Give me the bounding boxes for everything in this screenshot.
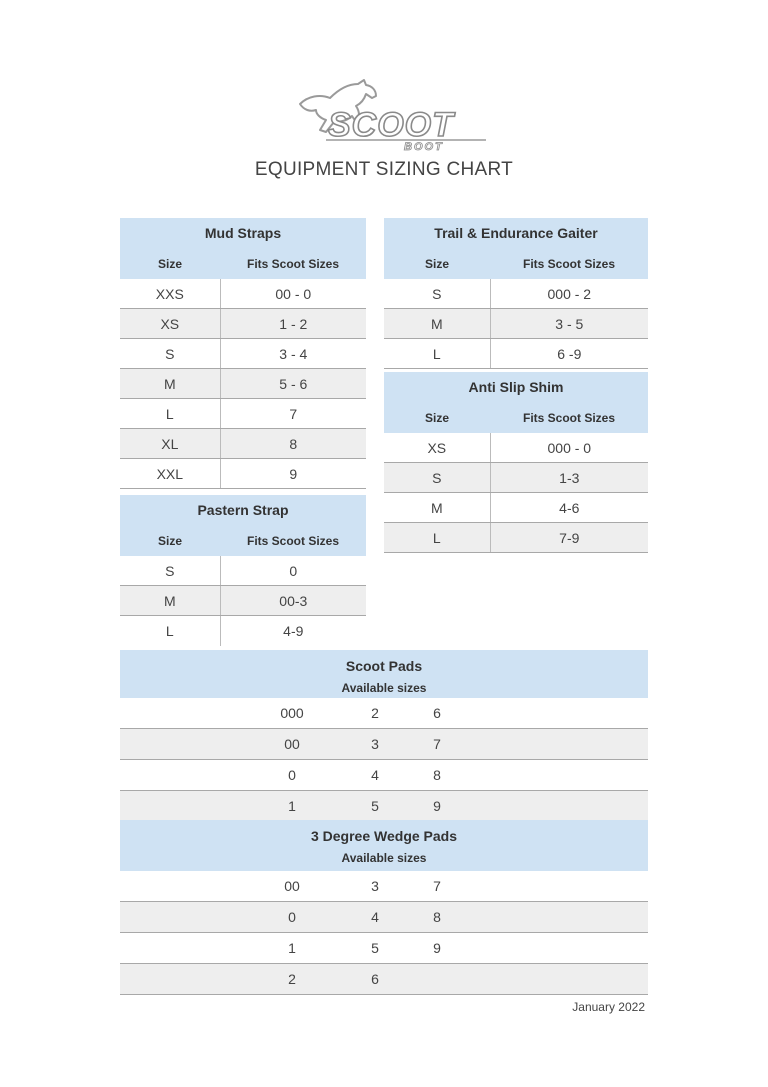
table-row bbox=[384, 309, 648, 339]
pad-size-cell: 2 bbox=[371, 705, 379, 721]
size-cell: XXL bbox=[120, 459, 221, 488]
fits-column-header: Fits Scoot Sizes bbox=[246, 257, 340, 271]
pad-size-cell: 00 bbox=[284, 878, 300, 894]
table-row bbox=[120, 616, 366, 646]
table-row bbox=[384, 279, 648, 309]
size-cell: S bbox=[120, 556, 221, 585]
wedge-pads-table bbox=[120, 820, 648, 995]
pad-size-cell: 9 bbox=[433, 798, 441, 814]
pad-size-cell: 0 bbox=[288, 909, 296, 925]
table-row bbox=[120, 791, 648, 822]
table-row bbox=[384, 493, 648, 523]
fits-cell: 1-3 bbox=[559, 470, 580, 486]
pad-size-cell: 3 bbox=[371, 878, 379, 894]
scoot-pads-table bbox=[120, 650, 648, 822]
pad-size-cell: 9 bbox=[433, 940, 441, 956]
pad-size-cell: 000 bbox=[280, 705, 304, 721]
size-cell: L bbox=[120, 616, 221, 646]
size-column-header: Size bbox=[424, 257, 449, 271]
size-cell: M bbox=[384, 309, 491, 338]
pastern-strap-title: Pastern Strap bbox=[197, 502, 289, 518]
mud-straps-title: Mud Straps bbox=[204, 225, 282, 241]
fits-cell: 000 - 2 bbox=[547, 286, 592, 302]
table-row bbox=[120, 698, 648, 729]
page-title: EQUIPMENT SIZING CHART bbox=[254, 159, 514, 180]
fits-cell: 3 - 4 bbox=[279, 346, 308, 362]
size-cell: M bbox=[120, 369, 221, 398]
fits-cell: 8 bbox=[289, 436, 298, 452]
table-row bbox=[120, 964, 648, 995]
table-row bbox=[384, 523, 648, 553]
table-row bbox=[120, 369, 366, 399]
table-row bbox=[120, 871, 648, 902]
fits-cell: 9 bbox=[289, 466, 298, 482]
pad-size-cell: 4 bbox=[371, 909, 379, 925]
size-column-header: Size bbox=[424, 411, 449, 425]
wedge-pads-header bbox=[120, 820, 648, 871]
table-row bbox=[120, 556, 366, 586]
size-cell: M bbox=[120, 586, 221, 615]
fits-cell: 5 - 6 bbox=[279, 376, 308, 392]
wedge-pads-subtitle: Available sizes bbox=[341, 851, 427, 865]
pad-size-cell: 8 bbox=[433, 767, 441, 783]
scoot-pads-subtitle: Available sizes bbox=[341, 681, 427, 695]
mud-straps-table bbox=[120, 218, 366, 489]
pad-size-cell: 6 bbox=[371, 971, 379, 987]
scoot-boot-logo bbox=[286, 76, 496, 158]
size-cell: S bbox=[384, 463, 491, 492]
table-row bbox=[120, 429, 366, 459]
size-cell: L bbox=[120, 399, 221, 428]
fits-cell: 00 - 0 bbox=[275, 286, 312, 302]
trail-gaiter-table bbox=[384, 218, 648, 369]
table-row bbox=[120, 279, 366, 309]
table-row bbox=[120, 399, 366, 429]
table-row bbox=[120, 459, 366, 489]
fits-column-header: Fits Scoot Sizes bbox=[522, 257, 616, 271]
table-row bbox=[120, 586, 366, 616]
fits-cell: 7 bbox=[289, 406, 298, 422]
pastern-strap-header bbox=[120, 495, 366, 556]
pad-size-cell: 5 bbox=[371, 798, 379, 814]
pad-size-cell: 7 bbox=[433, 878, 441, 894]
fits-column-header: Fits Scoot Sizes bbox=[522, 411, 616, 425]
pad-size-cell: 4 bbox=[371, 767, 379, 783]
pad-size-cell: 8 bbox=[433, 909, 441, 925]
size-cell: S bbox=[120, 339, 221, 368]
anti-slip-shim-header bbox=[384, 372, 648, 433]
pad-size-cell: 6 bbox=[433, 705, 441, 721]
fits-cell: 00-3 bbox=[279, 593, 308, 609]
pad-size-cell: 0 bbox=[288, 767, 296, 783]
size-cell: L bbox=[384, 339, 491, 368]
svg-text:SCOOT: SCOOT bbox=[328, 106, 454, 144]
wedge-pads-title: 3 Degree Wedge Pads bbox=[310, 828, 458, 844]
pad-size-cell: 3 bbox=[371, 736, 379, 752]
trail-gaiter-header bbox=[384, 218, 648, 279]
scoot-pads-title: Scoot Pads bbox=[345, 658, 423, 674]
size-cell: XXS bbox=[120, 279, 221, 308]
pad-size-cell: 1 bbox=[288, 798, 296, 814]
table-row bbox=[384, 463, 648, 493]
size-column-header: Size bbox=[157, 257, 182, 271]
size-cell: XL bbox=[120, 429, 221, 458]
size-column-header: Size bbox=[157, 534, 182, 548]
scoot-pads-header bbox=[120, 650, 648, 698]
svg-text:BOOT: BOOT bbox=[404, 141, 444, 153]
fits-cell: 6 -9 bbox=[557, 346, 582, 362]
fits-cell: 1 - 2 bbox=[279, 316, 308, 332]
mud-straps-header bbox=[120, 218, 366, 279]
fits-cell: 3 - 5 bbox=[555, 316, 584, 332]
size-cell: XS bbox=[384, 433, 491, 462]
table-row bbox=[120, 902, 648, 933]
fits-cell: 4-9 bbox=[283, 623, 304, 639]
pad-size-cell: 7 bbox=[433, 736, 441, 752]
pastern-strap-table bbox=[120, 495, 366, 646]
size-cell: S bbox=[384, 279, 491, 308]
table-row bbox=[120, 729, 648, 760]
table-row bbox=[120, 339, 366, 369]
pad-size-cell: 1 bbox=[288, 940, 296, 956]
size-cell: XS bbox=[120, 309, 221, 338]
fits-cell: 7-9 bbox=[559, 530, 580, 546]
table-row bbox=[120, 933, 648, 964]
pad-size-cell: 00 bbox=[284, 736, 300, 752]
table-row bbox=[384, 339, 648, 369]
pad-size-cell: 5 bbox=[371, 940, 379, 956]
fits-column-header: Fits Scoot Sizes bbox=[246, 534, 340, 548]
fits-cell: 000 - 0 bbox=[547, 440, 592, 456]
trail-gaiter-title: Trail & Endurance Gaiter bbox=[434, 225, 598, 241]
date-label: January 2022 bbox=[572, 1000, 645, 1014]
size-cell: L bbox=[384, 523, 491, 552]
anti-slip-shim-table bbox=[384, 372, 648, 553]
fits-cell: 4-6 bbox=[559, 500, 580, 516]
pad-size-cell: 2 bbox=[288, 971, 296, 987]
fits-cell: 0 bbox=[289, 563, 298, 579]
table-row bbox=[384, 433, 648, 463]
size-cell: M bbox=[384, 493, 491, 522]
table-row bbox=[120, 309, 366, 339]
table-row bbox=[120, 760, 648, 791]
anti-slip-shim-title: Anti Slip Shim bbox=[468, 379, 564, 395]
